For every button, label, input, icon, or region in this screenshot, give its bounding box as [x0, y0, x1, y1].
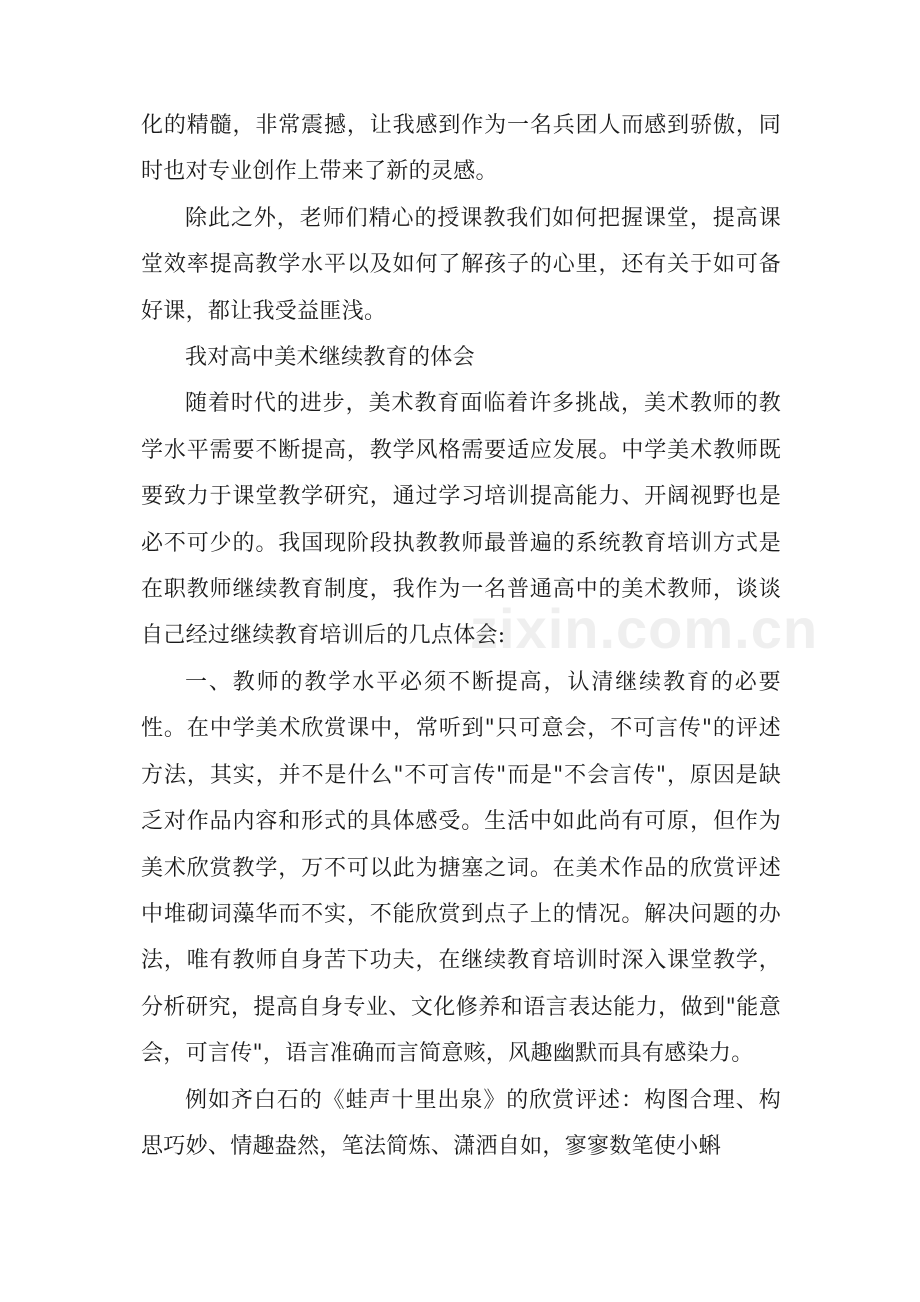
paragraph-intro: 随着时代的进步，美术教育面临着许多挑战，美术教师的教学水平需要不断提高，教学风格需要适应发展。中学美术教师既要致力于课堂教学研究，通过学习培训提高能力、开阔视野也是必不可少的。我国现阶段执教教师最普遍的系统教育培训方式是在职教师继续教育制度，我作为一名普通高中的美术教师，谈谈自己经过继续教育培训后的几点体会: [141, 391, 781, 649]
paragraph-example: 例如齐白石的《蛙声十里出泉》的欣赏评述：构图合理、构思巧妙、情趣盎然，笔法简炼、潇洒自如，寥寥数笔使小蝌 [141, 1087, 781, 1159]
paragraph-besides: 除此之外，老师们精心的授课教我们如何把握课堂，提高课堂效率提高教学水平以及如何了解孩子的心里，还有关于如可备好课，都让我受益匪浅。 [141, 205, 781, 324]
body-text [141, 103, 781, 1170]
paragraph-continuation: 化的精髓，非常震撼，让我感到作为一名兵团人而感到骄傲，同时也对专业创作上带来了新的灵感。 [141, 113, 781, 185]
paragraph-point-one: 一、教师的教学水平必须不断提高，认清继续教育的必要性。在中学美术欣赏课中，常听到"只可意会，不可言传"的评述方法，其实，并不是什么"不可言传"而是"不会言传"，原因是缺乏对作品内容和形式的具体感受。生活中如此尚有可原，但作为美术欣赏教学，万不可以此为搪塞之词。在美术作品的欣赏评述中堆砌词藻华而不实，不能欣赏到点子上的情况。解决问题的办法，唯有教师自身苦下功夫，在继续教育培训时深入课堂教学，分析研究，提高自身专业、文化修养和语言表达能力，做到"能意会，可言传"，语言准确而言简意赅，风趣幽默而具有感染力。 [141, 669, 781, 1067]
section-heading: 我对高中美术继续教育的体会 [185, 345, 475, 371]
watermark: zixin.com.cn [470, 597, 819, 660]
